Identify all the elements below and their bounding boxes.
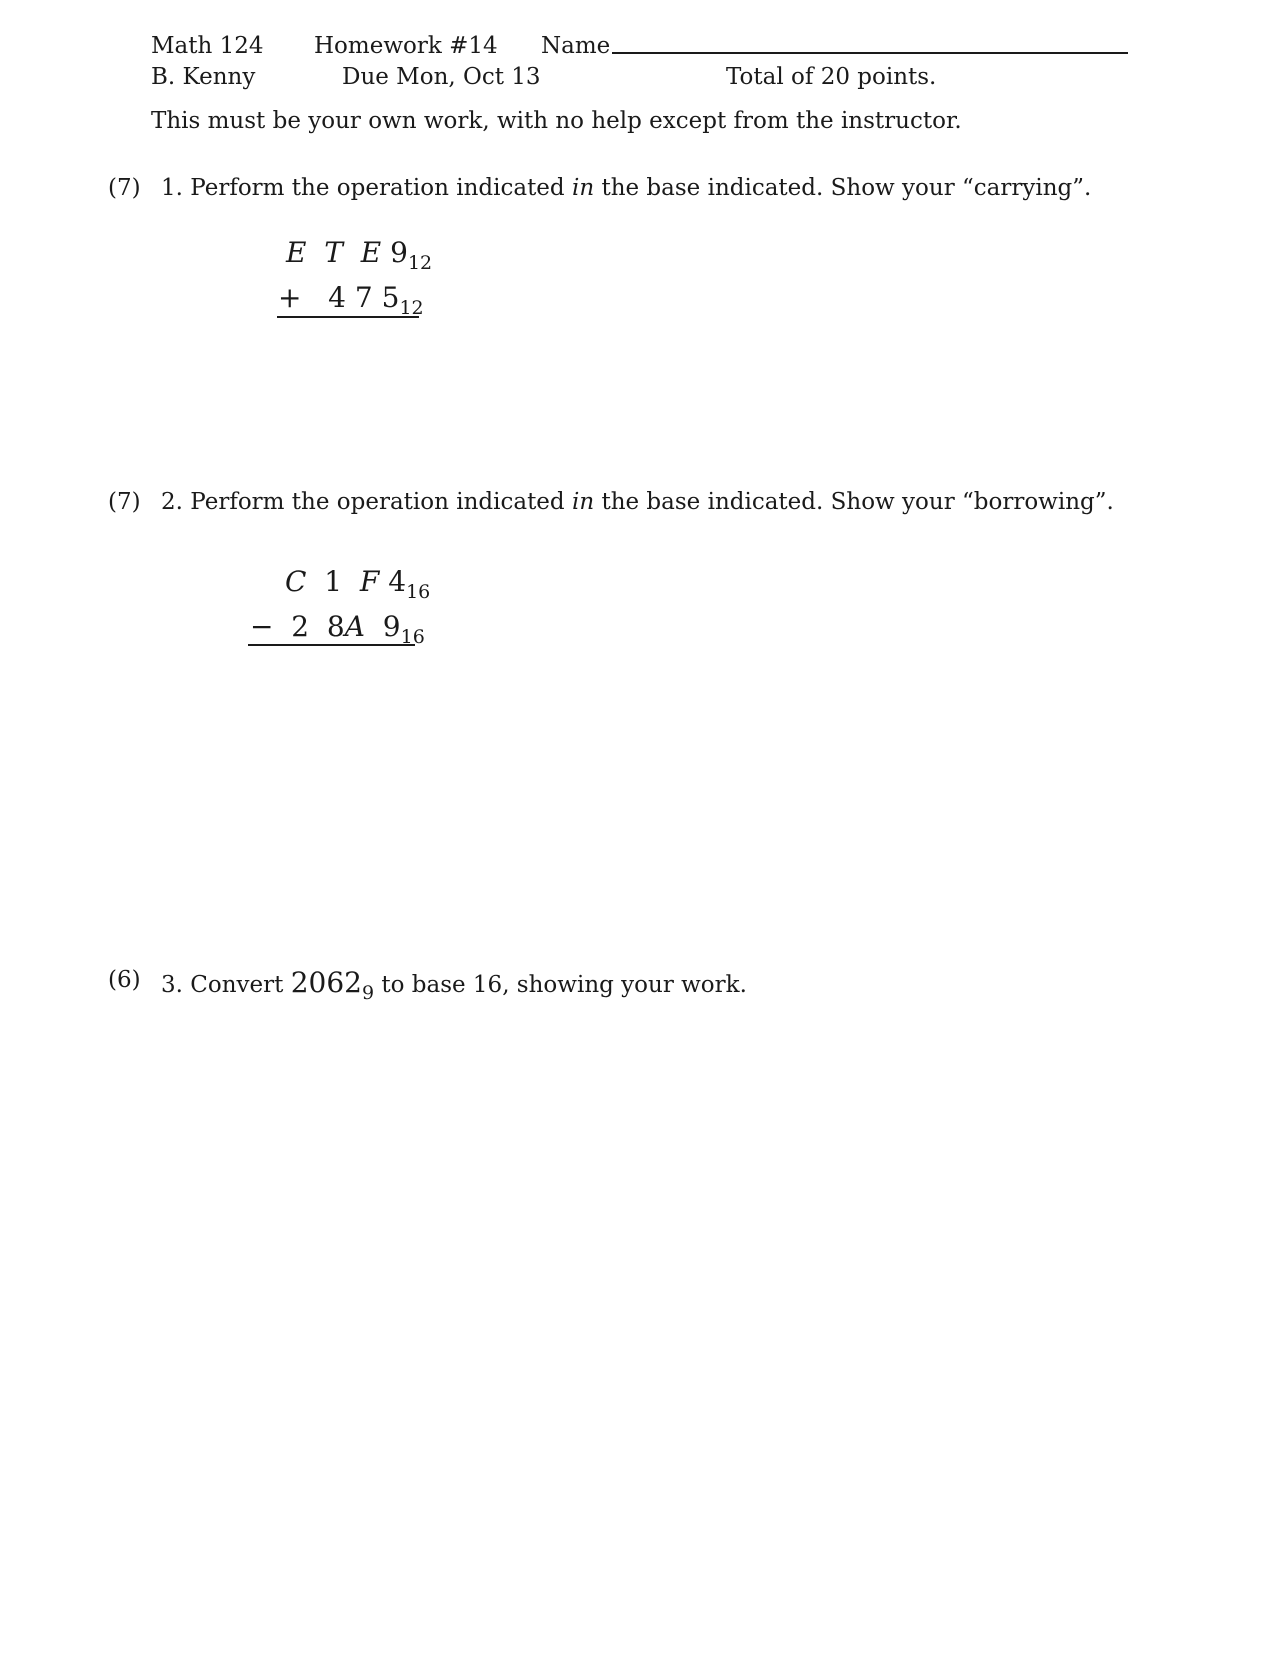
- problem-3-text-before: Convert: [190, 972, 284, 998]
- problem-1-top-digit: 9: [390, 236, 408, 269]
- problem-1-statement: [161, 177, 1091, 200]
- problem-3-text-after: to base 16, showing your work.: [381, 972, 747, 998]
- problem-2-operator: −: [250, 610, 274, 643]
- problem-1-bottom-digit: 4: [328, 281, 346, 314]
- problem-1-points: (7): [108, 175, 141, 201]
- problem-3-value: 2062: [290, 966, 362, 999]
- name-field-line[interactable]: [612, 52, 1128, 54]
- problem-1-top-base: 12: [407, 252, 433, 274]
- problem-1-bottom-digit: 7: [354, 281, 373, 314]
- total-points-label: Total of 20 points.: [726, 64, 937, 90]
- problem-1-sum-rule: [277, 316, 419, 318]
- problem-1-bottom-digit: 5: [381, 281, 400, 314]
- problem-2-top-base: 16: [406, 581, 431, 603]
- problem-2-bottom-base: 16: [400, 626, 425, 648]
- course-label: Math 124: [151, 33, 264, 59]
- problem-2-top-digit: C: [285, 565, 307, 598]
- problem-1-operator: +: [278, 281, 302, 314]
- problem-2-bottom-digit: 8: [326, 610, 345, 643]
- problem-2-points: (7): [108, 489, 141, 515]
- problem-3-points: (6): [108, 967, 141, 993]
- problem-3-statement: [161, 966, 747, 1004]
- problem-2-top-operand: [285, 565, 431, 603]
- due-date-label: Due Mon, Oct 13: [342, 64, 541, 90]
- problem-2-statement: [161, 491, 1114, 514]
- problem-3-value-base: 9: [361, 982, 375, 1004]
- problem-3-number: 3.: [161, 972, 183, 998]
- problem-1-bottom-operand: [278, 281, 424, 319]
- problem-2-bottom-digit: 9: [382, 610, 401, 643]
- problem-2-top-digit: 1: [324, 565, 343, 598]
- problem-2-top-digit: 4: [388, 565, 407, 598]
- instructor-label: B. Kenny: [151, 64, 256, 90]
- problem-2-bottom-operand: [250, 610, 425, 648]
- problem-2-top-digit: F: [359, 565, 380, 598]
- problem-2-text-after: the base indicated. Show your “borrowing”.: [601, 489, 1114, 515]
- problem-2-text-before: Perform the operation indicated: [190, 489, 565, 515]
- problem-1-text-before: Perform the operation indicated: [190, 175, 565, 201]
- problem-2-number: 2.: [161, 489, 183, 515]
- problem-2-bottom-digit: A: [344, 610, 365, 643]
- assignment-label: Homework #14: [314, 33, 498, 59]
- problem-1-top-digit: E: [360, 236, 382, 269]
- problem-1-text-after: the base indicated. Show your “carrying”.: [601, 175, 1092, 201]
- problem-2-text-italic: in: [571, 489, 595, 515]
- problem-2-difference-rule: [248, 644, 415, 646]
- name-label: Name: [541, 33, 611, 59]
- problem-1-top-operand: [286, 236, 433, 274]
- problem-1-top-digit: E: [286, 236, 307, 269]
- honesty-notice: This must be your own work, with no help except from the instructor.: [151, 108, 962, 134]
- problem-2-bottom-digit: 2: [291, 610, 310, 643]
- problem-1-top-digit: T: [324, 236, 343, 269]
- problem-1-bottom-base: 12: [399, 297, 424, 319]
- problem-1-number: 1.: [161, 175, 183, 201]
- problem-1-text-italic: in: [571, 175, 595, 201]
